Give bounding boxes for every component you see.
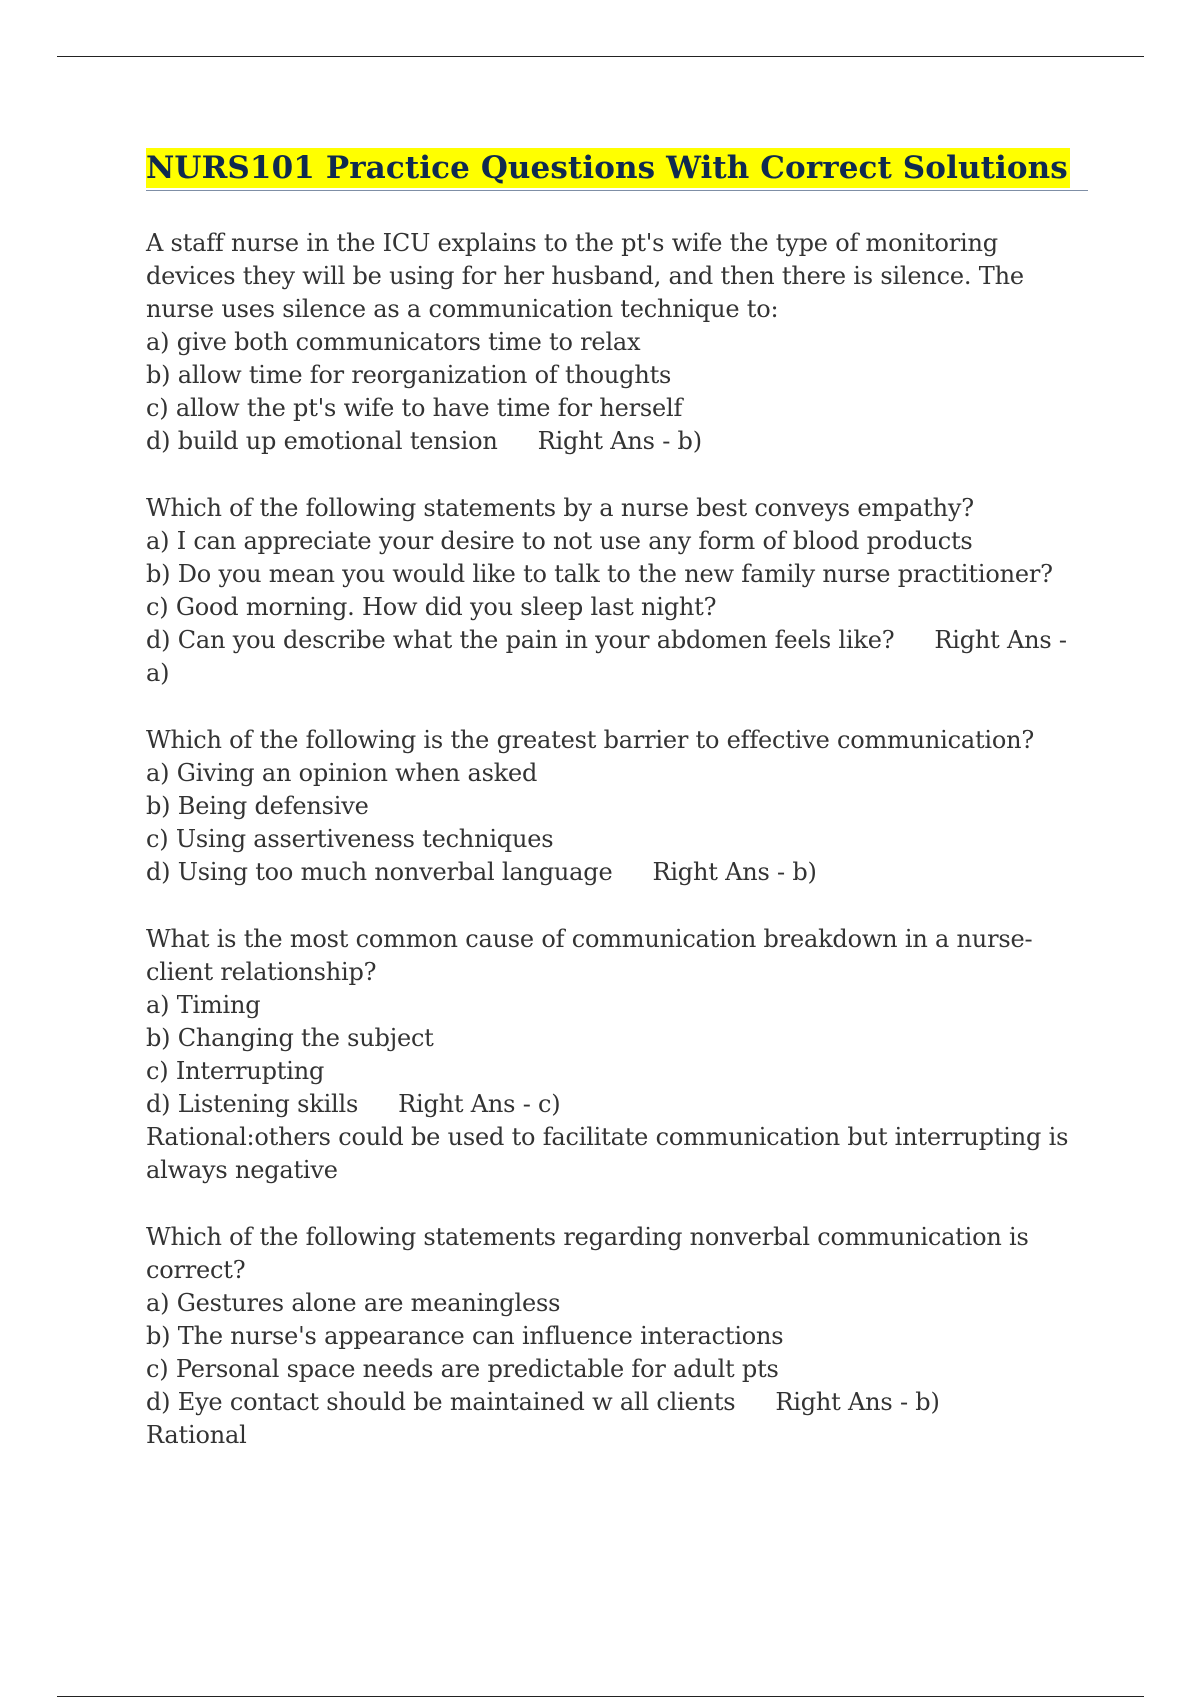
title-block <box>146 148 1088 191</box>
option-d-line <box>146 1386 1088 1419</box>
right-answer: Right Ans - b) <box>652 858 817 886</box>
option-a: a) I can appreciate your desire to not use any form of blood products <box>146 527 973 555</box>
option-a: a) Timing <box>146 991 261 1019</box>
question-1 <box>146 227 1088 458</box>
rationale: Rational:others could be used to facilitate communication but interrupting is always negative <box>146 1123 1069 1184</box>
right-answer: Right Ans - c) <box>398 1090 561 1118</box>
option-d: d) Can you describe what the pain in your abdomen feels like? <box>146 626 895 654</box>
document-title: NURS101 Practice Questions With Correct Solutions <box>146 150 1068 186</box>
top-rule <box>57 56 1144 57</box>
question-text: What is the most common cause of communication breakdown in a nurse-client relationship? <box>146 925 1033 986</box>
option-b: b) allow time for reorganization of thoughts <box>146 361 672 389</box>
question-5 <box>146 1221 1088 1452</box>
option-d: d) Using too much nonverbal language <box>146 858 613 886</box>
right-answer: Right Ans - b) <box>537 427 702 455</box>
document-body <box>146 148 1088 1486</box>
option-b: b) Changing the subject <box>146 1024 434 1052</box>
option-a: a) Giving an opinion when asked <box>146 759 538 787</box>
option-b: b) Do you mean you would like to talk to the new family nurse practitioner? <box>146 560 1053 588</box>
question-text: Which of the following statements by a nurse best conveys empathy? <box>146 494 974 522</box>
option-d: d) Eye contact should be maintained w all clients <box>146 1388 736 1416</box>
rationale: Rational <box>146 1421 247 1449</box>
question-text: A staff nurse in the ICU explains to the pt's wife the type of monitoring devices they will be using for her husband, and then there is silence. The nurse uses silence as a communication technique to: <box>146 229 1024 323</box>
question-text: Which of the following is the greatest barrier to effective communication? <box>146 726 1035 754</box>
option-d: d) build up emotional tension <box>146 427 498 455</box>
option-d-line <box>146 425 1088 458</box>
option-c: c) Good morning. How did you sleep last night? <box>146 593 717 621</box>
option-b: b) The nurse's appearance can influence interactions <box>146 1322 784 1350</box>
option-c: c) Interrupting <box>146 1057 325 1085</box>
right-answer: Right Ans - b) <box>775 1388 940 1416</box>
option-c: c) Personal space needs are predictable for adult pts <box>146 1355 779 1383</box>
question-3 <box>146 724 1088 889</box>
question-2 <box>146 492 1088 690</box>
right-answer: Right Ans - a) <box>146 626 1067 687</box>
option-d-line <box>146 624 1088 690</box>
option-b: b) Being defensive <box>146 792 369 820</box>
bottom-rule <box>57 1696 1144 1697</box>
option-d-line <box>146 1088 1088 1121</box>
question-4 <box>146 923 1088 1187</box>
option-a: a) give both communicators time to relax <box>146 328 641 356</box>
option-d-line <box>146 856 1088 889</box>
option-d: d) Listening skills <box>146 1090 359 1118</box>
option-c: c) allow the pt's wife to have time for herself <box>146 394 683 422</box>
option-a: a) Gestures alone are meaningless <box>146 1289 561 1317</box>
question-text: Which of the following statements regarding nonverbal communication is correct? <box>146 1223 1029 1284</box>
option-c: c) Using assertiveness techniques <box>146 825 554 853</box>
